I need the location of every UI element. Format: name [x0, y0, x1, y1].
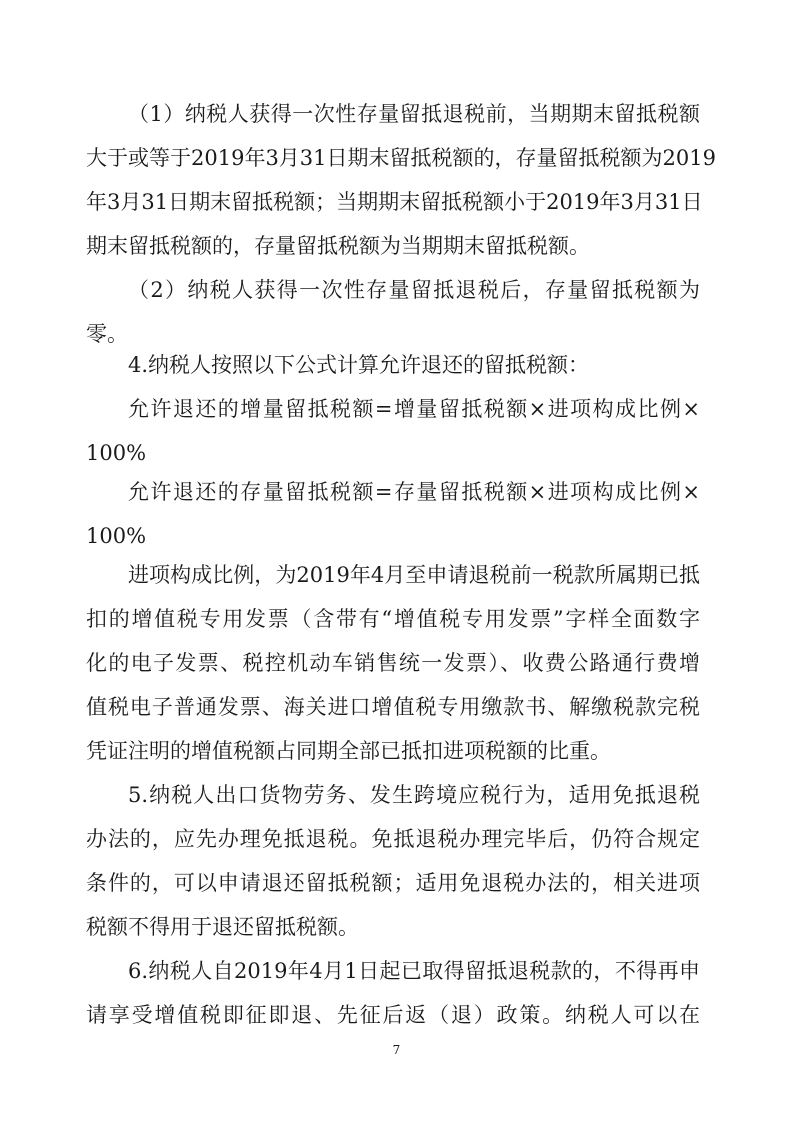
- paragraph-line: 值税电子普通发票、海关进口增值税专用缴款书、解缴税款完税: [86, 695, 700, 719]
- paragraph-line: 化的电子发票、税控机动车销售统一发票）、收费公路通行费增: [86, 651, 700, 675]
- paragraph-line: 6.纳税人自2019年4月1日起已取得留抵退税款的，不得再申: [128, 959, 700, 983]
- paragraph-line: 扣的增值税专用发票（含带有“增值税专用发票”字样全面数字: [86, 607, 700, 631]
- paragraph-line: （1）纳税人获得一次性存量留抵退税前，当期期末留抵税额: [128, 102, 700, 126]
- paragraph-line: 期末留抵税额的，存量留抵税额为当期期末留抵税额。: [86, 234, 590, 258]
- formula-line: 允许退还的增量留抵税额=增量留抵税额×进项构成比例×: [128, 397, 700, 421]
- paragraph-line: 凭证注明的增值税额占同期全部已抵扣进项税额的比重。: [86, 739, 611, 763]
- paragraph-line: 请享受增值税即征即退、先征后返（退）政策。纳税人可以在: [86, 1003, 700, 1027]
- formula-line: 允许退还的存量留抵税额=存量留抵税额×进项构成比例×: [128, 480, 700, 504]
- paragraph-line: 5.纳税人出口货物劳务、发生跨境应税行为，适用免抵退税: [128, 783, 700, 807]
- formula-line: 100%: [86, 524, 147, 548]
- paragraph-line: 零。: [86, 322, 128, 346]
- paragraph-line: 条件的，可以申请退还留抵税额；适用免退税办法的，相关进项: [86, 871, 700, 895]
- paragraph-line: 办法的，应先办理免抵退税。免抵退税办理完毕后，仍符合规定: [86, 827, 700, 851]
- paragraph-line: 进项构成比例，为2019年4月至申请退税前一税款所属期已抵: [128, 563, 700, 587]
- section-heading-line: 4.纳税人按照以下公式计算允许退还的留抵税额：: [128, 353, 590, 377]
- paragraph-line: 年3月31日期末留抵税额；当期期末留抵税额小于2019年3月31日: [86, 190, 703, 214]
- paragraph-line: 大于或等于2019年3月31日期末留抵税额的，存量留抵税额为2019: [86, 146, 716, 170]
- paragraph-line: （2）纳税人获得一次性存量留抵退税后，存量留抵税额为: [128, 278, 700, 302]
- page-number: 7: [392, 1043, 401, 1057]
- paragraph-line: 税额不得用于退还留抵税额。: [86, 915, 359, 939]
- formula-line: 100%: [86, 441, 147, 465]
